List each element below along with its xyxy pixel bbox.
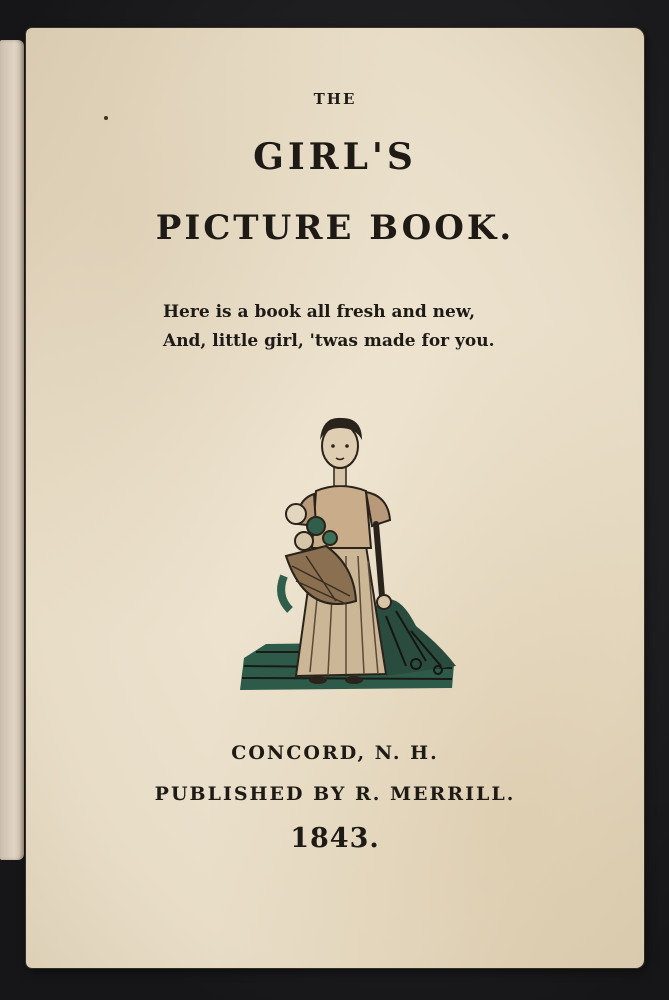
verse-line: Here is a book all fresh and new, bbox=[163, 302, 476, 322]
previous-leaf-edge bbox=[0, 40, 24, 860]
woodcut-girl-with-flowers-icon bbox=[226, 396, 466, 706]
title-page bbox=[26, 28, 644, 968]
imprint-place: CONCORD, N. H. bbox=[231, 742, 439, 764]
title-line-2: PICTURE BOOK. bbox=[155, 208, 515, 248]
imprint-year: 1843. bbox=[290, 823, 380, 854]
imprint-publisher: PUBLISHED BY R. MERRILL. bbox=[154, 783, 516, 805]
title-line-1: GIRL'S bbox=[253, 136, 417, 178]
title-article: THE bbox=[313, 90, 357, 108]
verse-line: And, little girl, 'twas made for you. bbox=[163, 331, 495, 351]
paper-speck bbox=[104, 116, 108, 120]
epigraph-verse bbox=[163, 298, 495, 356]
